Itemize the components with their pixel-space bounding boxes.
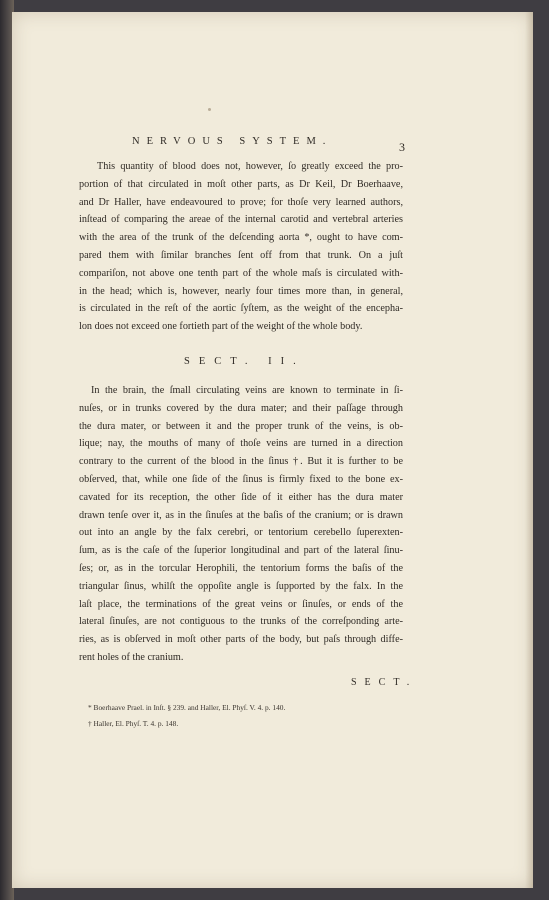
text-line: compariſon, not above one tenth part of the whole maſs is circulated with- (79, 267, 403, 279)
footnote: * Boerhaave Prael. in Inſt. § 239. and Haller, El. Phyſ. V. 4. p. 140. (88, 703, 286, 712)
text-line: rent holes of the cranium. (79, 651, 184, 663)
text-line: laſt place, the terminations of the great veins or ſinuſes, or ends of the (79, 598, 403, 610)
text-line: with the area of the trunk of the deſcending aorta *, ought to have com- (79, 232, 403, 244)
text-line: ſes; or, as in the torcular Herophili, the tentorium forms the baſis of the (79, 562, 403, 574)
text-line: lon does not exceed one fortieth part of the weight of the whole body. (79, 321, 363, 333)
paragraph-blood-quantity (79, 158, 403, 336)
text-line: is circulated in the reſt of the aortic ſyſtem, as the weight of the encepha- (79, 303, 403, 315)
section-heading: SECT. II. (184, 356, 305, 367)
text-line: pared them with ſimilar branches ſent off from that trunk. On a juſt (79, 249, 403, 261)
paragraph-veins-sinuses (79, 382, 403, 667)
text-line: drawn tenſe over it, as in the ſinuſes at the baſis of the cranium; or is drawn (79, 509, 403, 521)
catchword: SECT. (351, 677, 418, 688)
text-line: ſum, as is the caſe of the ſuperior longitudinal and part of the lateral ſinu- (79, 545, 403, 557)
text-line: portion of that circulated in moſt other parts, as Dr Keil, Dr Boerhaave, (79, 178, 403, 190)
text-line: inſtead of comparing the areae of the internal carotid and vertebral arteries (79, 214, 403, 226)
text-line: in the head; which is, however, nearly four times more than, in general, (79, 285, 403, 297)
page-sheet (12, 12, 533, 888)
text-line: the dura mater, or between it and the proper trunk of the veins, is ob- (79, 420, 403, 432)
text-line: triangular ſinus, whilſt the oppoſite angle is ſupported by the falx. In the (79, 580, 403, 592)
footnote: † Haller, El. Phyſ. T. 4. p. 148. (88, 719, 179, 728)
text-line: lique; nay, the mouths of many of thoſe veins are turned in a direction (79, 438, 403, 450)
text-line: out into an angle by the falx cerebri, or tentorium cerebello ſuperexten- (79, 527, 403, 539)
text-line: and Dr Haller, have endeavoured to prove; for thoſe very learned authors, (79, 196, 403, 208)
text-line: obſerved, that, while one ſide of the ſinus is firmly fixed to the bone ex- (79, 473, 403, 485)
text-line: In the brain, the ſmall circulating veins are known to terminate in ſi- (91, 385, 403, 396)
text-line: nuſes, or in trunks covered by the dura mater; and their paſſage through (79, 402, 403, 414)
text-line: This quantity of blood does not, however, ſo greatly exceed the pro- (97, 161, 403, 172)
text-line: lateral ſinuſes, are not contiguous to the trunks of the correſponding arte- (79, 616, 403, 628)
page-number: 3 (399, 140, 405, 154)
text-line: ries, as is obſerved in moſt other parts of the body, but paſs through diffe- (79, 634, 403, 646)
page-edge-shadow (525, 12, 533, 888)
running-head: NERVOUS SYSTEM. (132, 136, 333, 147)
text-line: cavated for its reception, the other ſide of it either has the dura mater (79, 491, 403, 503)
text-line: contrary to the current of the blood in the ſinus †. But it is further to be (79, 456, 403, 468)
paper-spot (208, 108, 211, 111)
